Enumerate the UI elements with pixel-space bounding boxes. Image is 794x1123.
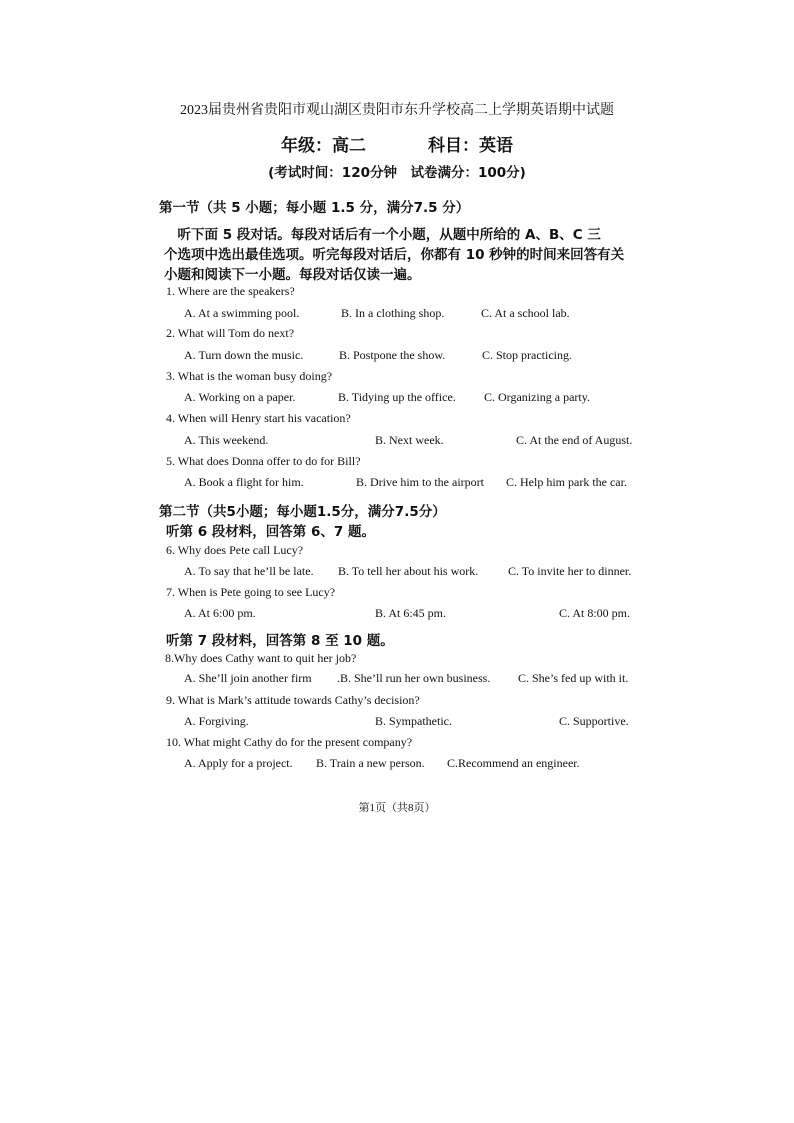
option-a: A. She’ll join another firm [184,671,312,685]
section1-instruction-line: 听下面 5 段对话。每段对话后有一个小题，从题中所给的 A、B、C 三 [164,227,601,243]
question-text: 9. What is Mark’s attitude towards Cathy’s decision? [166,693,420,707]
option-c: C. She’s fed up with it. [518,671,629,685]
question-text: 6. Why does Pete call Lucy? [166,543,304,557]
question-text: 3. What is the woman busy doing? [166,369,333,383]
option-a: A. Working on a paper. [184,390,296,404]
question-text: 8.Why does Cathy want to quit her job? [165,651,357,665]
document-title: 2023届贵州省贵阳市观山湖区贵阳市东升学校高二上学期英语期中试题 [180,103,614,118]
option-c: C. At 8:00 pm. [559,606,631,620]
option-b: B. To tell her about his work. [338,564,479,578]
option-b: B. In a clothing shop. [341,306,445,320]
section1-heading: 第一节（共 5 小题；每小题 1.5 分，满分7.5 分） [159,200,470,216]
option-b: B. Train a new person. [316,756,425,770]
option-a: A. To say that he’ll be late. [184,564,314,578]
option-c: C. To invite her to dinner. [508,564,632,578]
option-c: C. Organizing a party. [484,390,590,404]
grade-label: 年级：高二 [281,136,366,156]
option-c: C. At the end of August. [516,433,633,447]
exam-info: (考试时间：120分钟 试卷满分：100分) [268,165,526,181]
section1-instruction-line: 个选项中选出最佳选项。听完每段对话后，你都有 10 秒钟的时间来回答有关 [164,247,625,263]
option-c: C.Recommend an engineer. [447,756,580,770]
question-text: 1. Where are the speakers? [166,284,295,298]
option-a: A. At 6:00 pm. [184,606,256,620]
option-c: C. At a school lab. [481,306,570,320]
option-b: B. Next week. [375,433,444,447]
question-text: 5. What does Donna offer to do for Bill? [166,454,361,468]
option-c: C. Help him park the car. [506,475,627,489]
option-a: A. Apply for a project. [184,756,293,770]
section2-subheading: 听第 7 段材料，回答第 8 至 10 题。 [166,633,394,649]
section2-subheading: 听第 6 段材料，回答第 6、7 题。 [166,524,375,540]
page-footer: 第1页（共8页） [358,802,436,814]
option-c: C. Stop practicing. [482,348,572,362]
question-text: 4. When will Henry start his vacation? [166,411,351,425]
option-b: B. Sympathetic. [375,714,452,728]
option-b: B. Drive him to the airport [356,475,484,489]
option-c: C. Supportive. [559,714,629,728]
subject-label: 科目：英语 [428,136,513,156]
option-a: A. This weekend. [184,433,269,447]
option-b: B. At 6:45 pm. [375,606,447,620]
question-text: 10. What might Cathy do for the present company? [166,735,413,749]
option-a: A. Forgiving. [184,714,249,728]
option-b: B. Postpone the show. [339,348,446,362]
question-text: 2. What will Tom do next? [166,326,295,340]
option-a: A. At a swimming pool. [184,306,300,320]
option-b: B. Tidying up the office. [338,390,456,404]
section2-heading: 第二节（共5小题；每小题1.5分，满分7.5分） [159,504,446,520]
question-text: 7. When is Pete going to see Lucy? [166,585,336,599]
grade-subject-line [0,131,794,156]
option-b: .B. She’ll run her own business. [337,671,491,685]
option-a: A. Book a flight for him. [184,475,304,489]
option-a: A. Turn down the music. [184,348,304,362]
section1-instruction-line: 小题和阅读下一小题。每段对话仅读一遍。 [164,267,421,283]
